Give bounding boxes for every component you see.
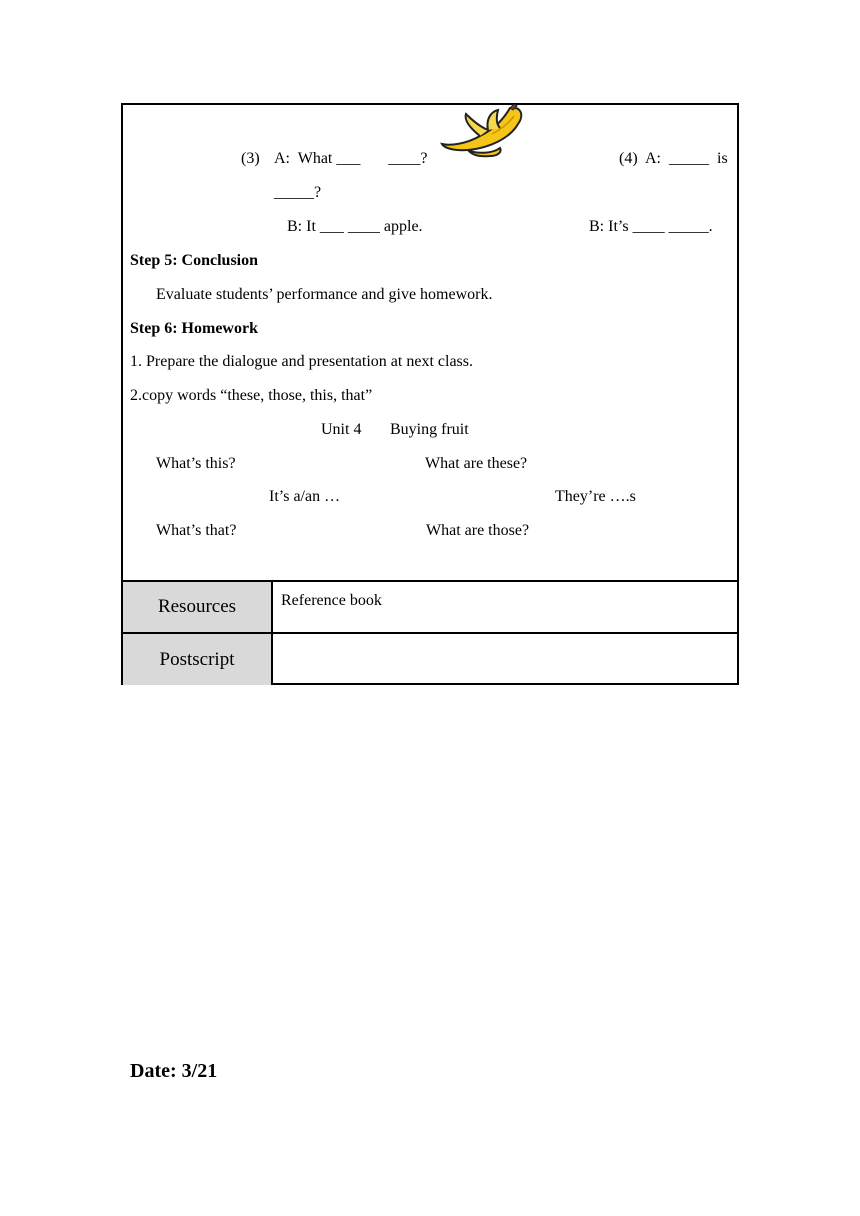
board-answer-these: They’re ….s — [555, 488, 636, 505]
question-4-continuation: _____? — [274, 184, 322, 201]
homework-item-1: 1. Prepare the dialogue and presentation at next class. — [130, 353, 473, 370]
board-topic: Buying fruit — [390, 421, 469, 438]
step6-heading: Step 6: Homework — [130, 320, 258, 337]
resources-label: Resources — [123, 582, 273, 632]
question-3-number: (3) — [241, 150, 260, 167]
step5-heading: Step 5: Conclusion — [130, 252, 259, 269]
board-answer-this: It’s a/an … — [269, 488, 341, 505]
banana-icon — [440, 104, 526, 158]
board-question-this: What’s this? — [156, 455, 236, 472]
resources-value: Reference book — [281, 592, 382, 609]
lesson-table — [121, 103, 739, 685]
question-4-a: A: _____ is — [645, 150, 728, 167]
board-unit: Unit 4 — [321, 421, 362, 438]
board-question-those: What are those? — [426, 522, 530, 539]
postscript-row — [123, 632, 737, 685]
resources-row — [123, 580, 737, 632]
date-line: Date: 3/21 — [130, 1060, 218, 1082]
question-3-b: B: It ___ ____ apple. — [287, 218, 423, 235]
question-4-b: B: It’s ____ _____. — [589, 218, 713, 235]
question-4-number: (4) — [619, 150, 638, 167]
homework-item-2: 2.copy words “these, those, this, that” — [130, 387, 373, 404]
step5-text: Evaluate students’ performance and give homework. — [156, 286, 493, 303]
postscript-label: Postscript — [123, 634, 273, 685]
question-3-a: A: What ___ ____? — [274, 150, 428, 167]
board-question-that: What’s that? — [156, 522, 237, 539]
board-question-these: What are these? — [425, 455, 528, 472]
